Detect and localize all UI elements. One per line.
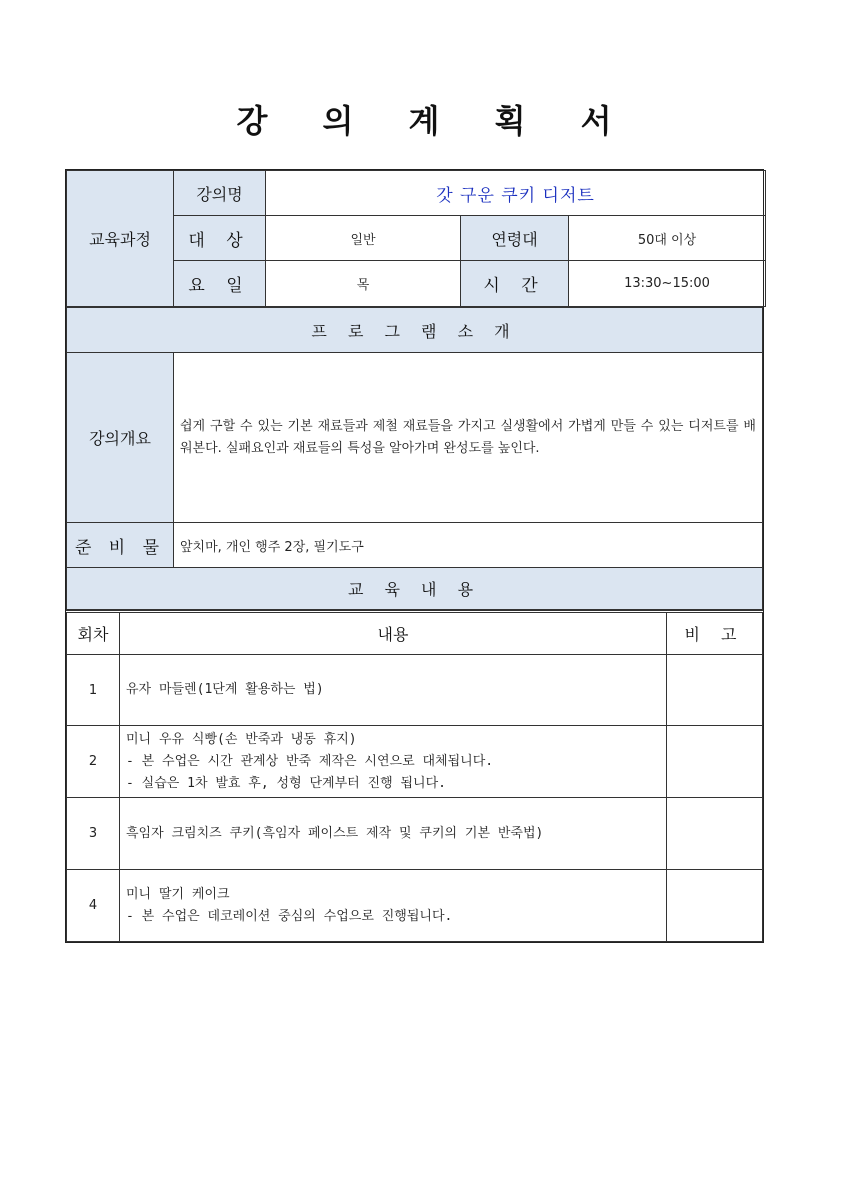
session-number: 3	[67, 798, 120, 870]
lecture-name-value: 갓 구운 쿠키 디저트	[266, 171, 766, 216]
content-line: 흑임자 크림치즈 쿠키(흑임자 페이스트 제작 및 쿠키의 기본 반죽법)	[126, 825, 544, 841]
table-row	[67, 726, 763, 798]
session-content	[120, 798, 667, 870]
content-line: - 실습은 1차 발효 후, 성형 단계부터 진행 됩니다.	[126, 775, 446, 791]
program-section-title: 프 로 그 램 소 개	[67, 308, 763, 353]
content-header: 내용	[120, 612, 667, 655]
table-row	[67, 870, 763, 942]
program-table	[66, 307, 763, 610]
session-header: 회차	[67, 612, 120, 655]
session-number: 4	[67, 870, 120, 942]
session-note	[667, 655, 763, 726]
overview-text: 쉽게 구할 수 있는 기본 재료들과 제철 재료들을 가지고 실생활에서 가볍게 만들 수 있는 디저트를 배워본다. 실패요인과 재료들의 특성을 알아가며 완성도를 높인다.	[174, 353, 763, 523]
time-label: 시 간	[461, 261, 569, 307]
session-note	[667, 870, 763, 942]
lecture-plan-form	[65, 169, 764, 943]
table-row	[67, 655, 763, 726]
target-value: 일반	[266, 216, 461, 261]
session-note	[667, 798, 763, 870]
time-value: 13:30~15:00	[569, 261, 766, 307]
target-label: 대 상	[174, 216, 266, 261]
day-label: 요 일	[174, 261, 266, 307]
prep-label: 준 비 물	[67, 523, 174, 568]
session-number: 1	[67, 655, 120, 726]
session-number: 2	[67, 726, 120, 798]
course-info-table	[66, 170, 766, 307]
content-line: 미니 딸기 케이크	[126, 886, 230, 902]
content-line: 미니 우유 식빵(손 반죽과 냉동 휴지)	[126, 731, 357, 747]
session-note	[667, 726, 763, 798]
curriculum-section-title: 교 육 내 용	[67, 568, 763, 610]
session-content	[120, 726, 667, 798]
curriculum-table	[66, 610, 763, 942]
prep-text: 앞치마, 개인 행주 2장, 필기도구	[174, 523, 763, 568]
session-content	[120, 655, 667, 726]
content-line: - 본 수업은 시간 관계상 반죽 제작은 시연으로 대체됩니다.	[126, 753, 494, 769]
day-value: 목	[266, 261, 461, 307]
overview-label: 강의개요	[67, 353, 174, 523]
course-label: 교육과정	[67, 171, 174, 307]
content-line: 유자 마들렌(1단계 활용하는 법)	[126, 682, 324, 697]
age-value: 50대 이상	[569, 216, 766, 261]
lecture-name-label: 강의명	[174, 171, 266, 216]
session-content	[120, 870, 667, 942]
table-row	[67, 798, 763, 870]
note-header: 비 고	[667, 612, 763, 655]
age-label: 연령대	[461, 216, 569, 261]
document-title: 강 의 계 획 서	[236, 102, 634, 140]
content-line: - 본 수업은 데코레이션 중심의 수업으로 진행됩니다.	[126, 908, 453, 924]
